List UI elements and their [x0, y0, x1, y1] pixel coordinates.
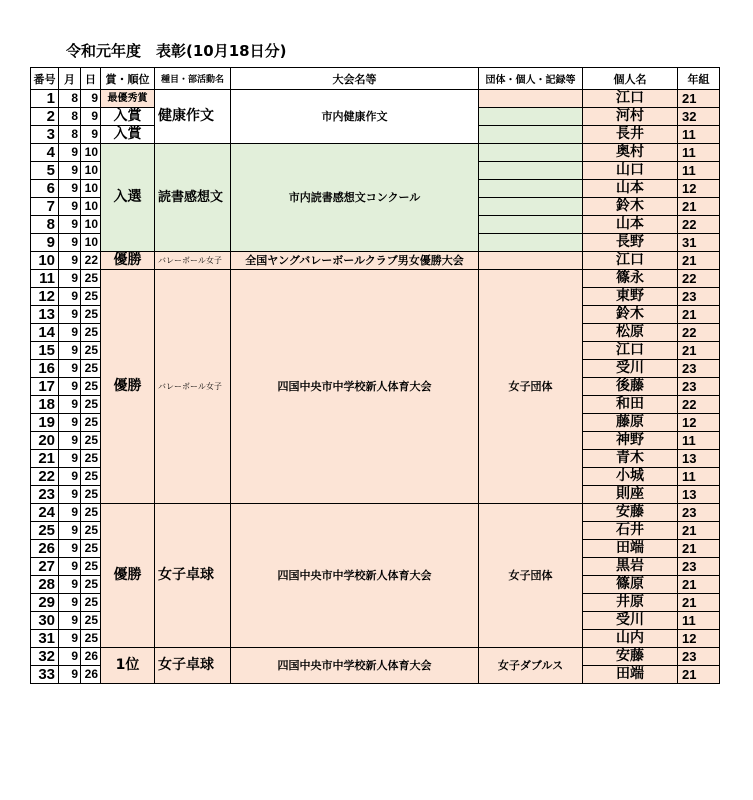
row-month: 9 — [59, 450, 81, 468]
contest-cell: 四国中央市中学校新人体育大会 — [231, 504, 479, 648]
row-number: 22 — [31, 468, 59, 486]
contest-cell: 四国中央市中学校新人体育大会 — [231, 270, 479, 504]
row-number: 15 — [31, 342, 59, 360]
row-day: 9 — [81, 108, 101, 126]
row-day: 25 — [81, 558, 101, 576]
student-grade: 11 — [678, 468, 720, 486]
student-grade: 21 — [678, 576, 720, 594]
student-grade: 22 — [678, 270, 720, 288]
contest-cell: 四国中央市中学校新人体育大会 — [231, 648, 479, 684]
team-cell — [479, 108, 583, 126]
student-grade: 22 — [678, 396, 720, 414]
student-grade: 12 — [678, 630, 720, 648]
student-grade: 13 — [678, 486, 720, 504]
row-day: 25 — [81, 378, 101, 396]
row-number: 14 — [31, 324, 59, 342]
row-number: 27 — [31, 558, 59, 576]
row-number: 19 — [31, 414, 59, 432]
student-name: 長井 — [583, 126, 678, 144]
team-cell — [479, 216, 583, 234]
row-day: 10 — [81, 198, 101, 216]
row-number: 26 — [31, 540, 59, 558]
row-month: 9 — [59, 306, 81, 324]
header-prize: 賞・順位 — [101, 68, 155, 90]
event-cell: バレーボール女子 — [155, 252, 231, 270]
student-name: 石井 — [583, 522, 678, 540]
student-grade: 31 — [678, 234, 720, 252]
row-number: 32 — [31, 648, 59, 666]
header-contest: 大会名等 — [231, 68, 479, 90]
row-day: 10 — [81, 180, 101, 198]
student-name: 和田 — [583, 396, 678, 414]
row-number: 7 — [31, 198, 59, 216]
row-number: 18 — [31, 396, 59, 414]
row-number: 23 — [31, 486, 59, 504]
row-day: 25 — [81, 342, 101, 360]
row-number: 25 — [31, 522, 59, 540]
row-day: 26 — [81, 648, 101, 666]
header-no: 番号 — [31, 68, 59, 90]
row-number: 12 — [31, 288, 59, 306]
row-month: 9 — [59, 414, 81, 432]
student-name: 篠永 — [583, 270, 678, 288]
row-day: 25 — [81, 396, 101, 414]
prize-cell: 入賞 — [101, 108, 155, 126]
team-cell — [479, 198, 583, 216]
row-day: 25 — [81, 288, 101, 306]
row-month: 9 — [59, 648, 81, 666]
student-grade: 11 — [678, 612, 720, 630]
student-grade: 32 — [678, 108, 720, 126]
student-name: 藤原 — [583, 414, 678, 432]
student-grade: 21 — [678, 90, 720, 108]
header-team: 団体・個人・記録等 — [479, 68, 583, 90]
header-month: 月 — [59, 68, 81, 90]
team-cell: 女子団体 — [479, 270, 583, 504]
row-day: 9 — [81, 126, 101, 144]
row-month: 9 — [59, 432, 81, 450]
student-grade: 21 — [678, 666, 720, 684]
table-row — [31, 90, 720, 108]
row-day: 25 — [81, 504, 101, 522]
header-row — [31, 68, 720, 90]
team-cell: 女子ダブルス — [479, 648, 583, 684]
student-grade: 21 — [678, 198, 720, 216]
row-month: 9 — [59, 378, 81, 396]
row-day: 25 — [81, 630, 101, 648]
row-month: 9 — [59, 360, 81, 378]
row-day: 25 — [81, 594, 101, 612]
row-number: 24 — [31, 504, 59, 522]
row-day: 25 — [81, 576, 101, 594]
row-month: 8 — [59, 108, 81, 126]
student-grade: 11 — [678, 126, 720, 144]
student-grade: 21 — [678, 540, 720, 558]
row-day: 25 — [81, 450, 101, 468]
row-day: 22 — [81, 252, 101, 270]
prize-cell: 入選 — [101, 144, 155, 252]
row-number: 13 — [31, 306, 59, 324]
student-name: 黒岩 — [583, 558, 678, 576]
student-name: 小城 — [583, 468, 678, 486]
row-month: 9 — [59, 234, 81, 252]
team-cell — [479, 144, 583, 162]
team-cell — [479, 252, 583, 270]
row-number: 11 — [31, 270, 59, 288]
row-month: 9 — [59, 324, 81, 342]
row-month: 9 — [59, 558, 81, 576]
row-month: 9 — [59, 468, 81, 486]
row-day: 25 — [81, 522, 101, 540]
student-name: 山口 — [583, 162, 678, 180]
contest-cell: 全国ヤングバレーボールクラブ男女優勝大会 — [231, 252, 479, 270]
student-name: 則座 — [583, 486, 678, 504]
student-name: 山本 — [583, 216, 678, 234]
student-name: 青木 — [583, 450, 678, 468]
student-grade: 12 — [678, 180, 720, 198]
row-month: 9 — [59, 540, 81, 558]
row-day: 10 — [81, 162, 101, 180]
student-name: 鈴木 — [583, 306, 678, 324]
row-month: 9 — [59, 522, 81, 540]
row-day: 26 — [81, 666, 101, 684]
student-grade: 11 — [678, 144, 720, 162]
team-cell: 女子団体 — [479, 504, 583, 648]
student-grade: 23 — [678, 648, 720, 666]
row-number: 16 — [31, 360, 59, 378]
student-name: 山本 — [583, 180, 678, 198]
contest-cell: 市内読書感想文コンクール — [231, 144, 479, 252]
event-cell: 女子卓球 — [155, 504, 231, 648]
row-day: 25 — [81, 432, 101, 450]
student-grade: 11 — [678, 162, 720, 180]
row-month: 9 — [59, 252, 81, 270]
student-name: 受川 — [583, 360, 678, 378]
student-name: 松原 — [583, 324, 678, 342]
student-name: 田端 — [583, 666, 678, 684]
student-grade: 23 — [678, 360, 720, 378]
student-grade: 23 — [678, 378, 720, 396]
row-number: 5 — [31, 162, 59, 180]
team-cell — [479, 180, 583, 198]
row-number: 1 — [31, 90, 59, 108]
row-number: 30 — [31, 612, 59, 630]
student-name: 江口 — [583, 342, 678, 360]
row-month: 9 — [59, 198, 81, 216]
row-month: 9 — [59, 666, 81, 684]
student-name: 神野 — [583, 432, 678, 450]
row-month: 9 — [59, 630, 81, 648]
row-number: 31 — [31, 630, 59, 648]
student-name: 安藤 — [583, 504, 678, 522]
row-day: 25 — [81, 270, 101, 288]
event-cell: 女子卓球 — [155, 648, 231, 684]
student-name: 奥村 — [583, 144, 678, 162]
student-name: 山内 — [583, 630, 678, 648]
row-number: 20 — [31, 432, 59, 450]
row-day: 25 — [81, 306, 101, 324]
student-name: 篠原 — [583, 576, 678, 594]
student-name: 江口 — [583, 90, 678, 108]
row-month: 8 — [59, 126, 81, 144]
row-number: 21 — [31, 450, 59, 468]
student-name: 後藤 — [583, 378, 678, 396]
row-month: 9 — [59, 144, 81, 162]
row-number: 17 — [31, 378, 59, 396]
student-name: 江口 — [583, 252, 678, 270]
row-day: 25 — [81, 612, 101, 630]
event-cell: 読書感想文 — [155, 144, 231, 252]
row-day: 25 — [81, 468, 101, 486]
student-grade: 22 — [678, 324, 720, 342]
header-name: 個人名 — [583, 68, 678, 90]
student-grade: 23 — [678, 288, 720, 306]
table-row — [31, 270, 720, 288]
student-name: 田端 — [583, 540, 678, 558]
row-day: 9 — [81, 90, 101, 108]
team-cell — [479, 234, 583, 252]
row-month: 9 — [59, 216, 81, 234]
prize-cell: 優勝 — [101, 252, 155, 270]
row-month: 9 — [59, 288, 81, 306]
prize-cell: 1位 — [101, 648, 155, 684]
table-row — [31, 648, 720, 666]
row-day: 10 — [81, 216, 101, 234]
header-event: 種目・部活動名 — [155, 68, 231, 90]
student-grade: 12 — [678, 414, 720, 432]
row-day: 25 — [81, 324, 101, 342]
row-month: 9 — [59, 612, 81, 630]
row-day: 10 — [81, 234, 101, 252]
row-month: 9 — [59, 270, 81, 288]
header-day: 日 — [81, 68, 101, 90]
row-month: 9 — [59, 594, 81, 612]
student-grade: 23 — [678, 504, 720, 522]
team-cell — [479, 126, 583, 144]
student-grade: 21 — [678, 594, 720, 612]
student-grade: 22 — [678, 216, 720, 234]
page-title: 令和元年度 表彰(10月18日分) — [66, 42, 287, 60]
row-number: 8 — [31, 216, 59, 234]
student-name: 長野 — [583, 234, 678, 252]
row-day: 10 — [81, 144, 101, 162]
row-number: 33 — [31, 666, 59, 684]
row-number: 4 — [31, 144, 59, 162]
event-cell: バレーボール女子 — [155, 270, 231, 504]
student-grade: 21 — [678, 342, 720, 360]
awards-table — [30, 67, 720, 684]
student-grade: 21 — [678, 306, 720, 324]
row-month: 8 — [59, 90, 81, 108]
row-day: 25 — [81, 486, 101, 504]
team-cell — [479, 90, 583, 108]
student-grade: 21 — [678, 252, 720, 270]
row-number: 9 — [31, 234, 59, 252]
team-cell — [479, 162, 583, 180]
student-name: 井原 — [583, 594, 678, 612]
prize-cell: 優勝 — [101, 504, 155, 648]
contest-cell: 市内健康作文 — [231, 90, 479, 144]
header-grade: 年組 — [678, 68, 720, 90]
student-name: 受川 — [583, 612, 678, 630]
student-grade: 11 — [678, 432, 720, 450]
row-number: 10 — [31, 252, 59, 270]
row-number: 28 — [31, 576, 59, 594]
student-grade: 13 — [678, 450, 720, 468]
row-month: 9 — [59, 396, 81, 414]
row-month: 9 — [59, 504, 81, 522]
student-name: 河村 — [583, 108, 678, 126]
row-day: 25 — [81, 414, 101, 432]
table-row — [31, 504, 720, 522]
row-number: 3 — [31, 126, 59, 144]
student-name: 安藤 — [583, 648, 678, 666]
student-grade: 21 — [678, 522, 720, 540]
row-number: 2 — [31, 108, 59, 126]
student-name: 東野 — [583, 288, 678, 306]
row-number: 6 — [31, 180, 59, 198]
student-grade: 23 — [678, 558, 720, 576]
row-day: 25 — [81, 360, 101, 378]
row-day: 25 — [81, 540, 101, 558]
row-month: 9 — [59, 342, 81, 360]
row-month: 9 — [59, 162, 81, 180]
student-name: 鈴木 — [583, 198, 678, 216]
prize-cell: 入賞 — [101, 126, 155, 144]
prize-cell: 最優秀賞 — [101, 90, 155, 108]
row-month: 9 — [59, 180, 81, 198]
table-row — [31, 252, 720, 270]
event-cell: 健康作文 — [155, 90, 231, 144]
prize-cell: 優勝 — [101, 270, 155, 504]
row-month: 9 — [59, 486, 81, 504]
row-number: 29 — [31, 594, 59, 612]
table-row — [31, 144, 720, 162]
row-month: 9 — [59, 576, 81, 594]
